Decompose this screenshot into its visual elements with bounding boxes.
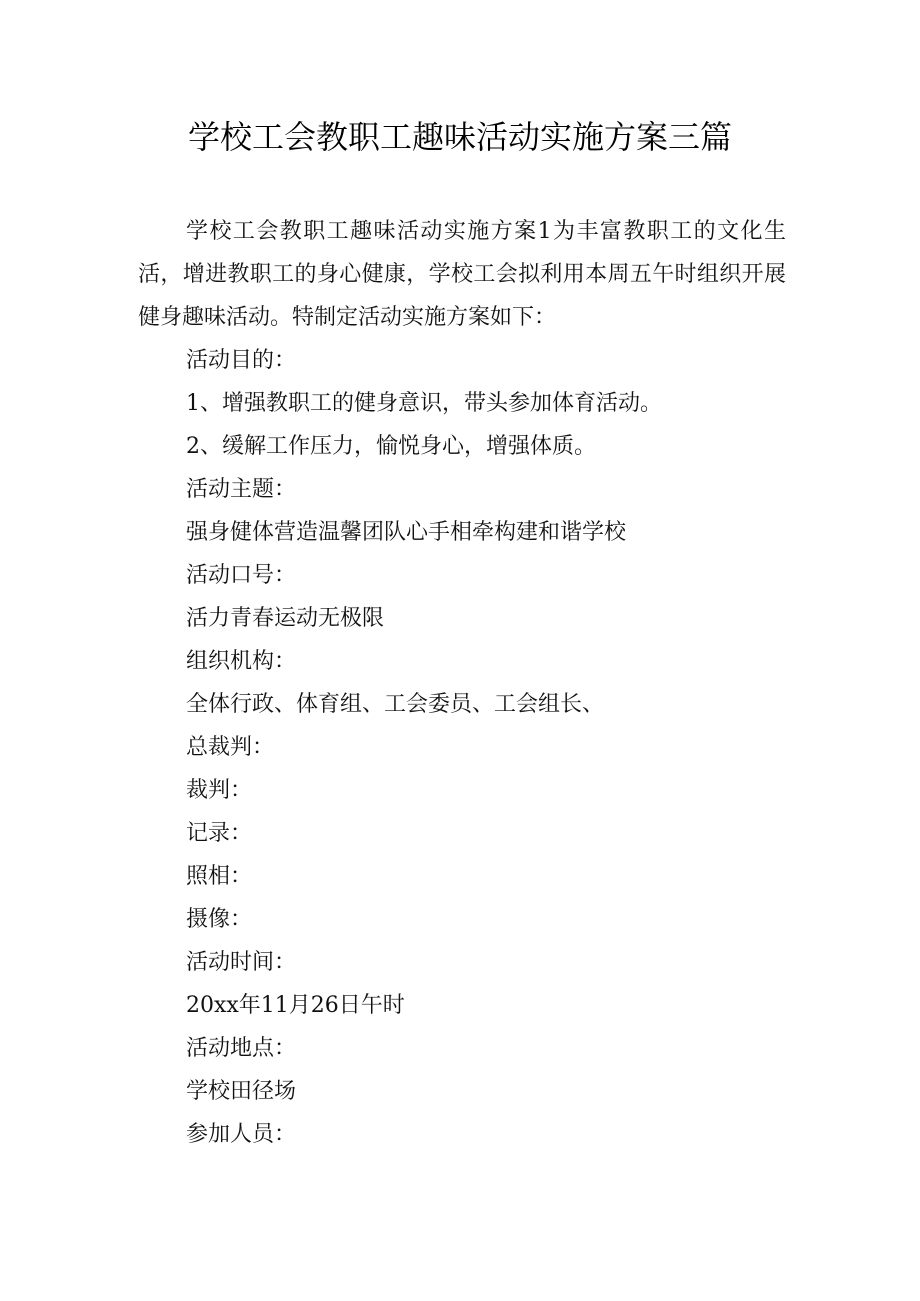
section-heading-location: 活动地点：	[186, 1036, 297, 1061]
organization-text: 全体行政、体育组、工会委员、工会组长、	[186, 692, 605, 717]
section-heading-slogan: 活动口号：	[186, 563, 297, 588]
section-heading-theme: 活动主题：	[186, 477, 297, 502]
section-heading-organization: 组织机构：	[186, 649, 297, 674]
section-heading-time: 活动时间：	[186, 950, 297, 975]
theme-text: 强身健体营造温馨团队心手相牵构建和谐学校	[186, 520, 627, 545]
photographer-label: 照相：	[186, 864, 253, 889]
purpose-item-1: 1、增强教职工的健身意识，带头参加体育活动。	[186, 391, 662, 416]
recorder-label: 记录：	[186, 821, 253, 846]
document-body	[138, 210, 786, 1156]
time-text: 20xx年11月26日午时	[186, 993, 405, 1018]
section-heading-purpose: 活动目的：	[186, 348, 297, 373]
location-text: 学校田径场	[186, 1079, 297, 1104]
purpose-item-2: 2、缓解工作压力，愉悦身心，增强体质。	[186, 434, 596, 459]
section-heading-participants: 参加人员：	[186, 1122, 297, 1147]
chief-referee-label: 总裁判：	[186, 735, 275, 760]
slogan-text: 活力青春运动无极限	[186, 606, 385, 631]
document-title: 学校工会教职工趣味活动实施方案三篇	[187, 118, 732, 156]
videographer-label: 摄像：	[186, 907, 253, 932]
referee-label: 裁判：	[186, 778, 253, 803]
intro-paragraph: 学校工会教职工趣味活动实施方案1为丰富教职工的文化生活，增进教职工的身心健康，学校工会拟利用本周五午时组织开展健身趣味活动。特制定活动实施方案如下：	[138, 219, 786, 330]
